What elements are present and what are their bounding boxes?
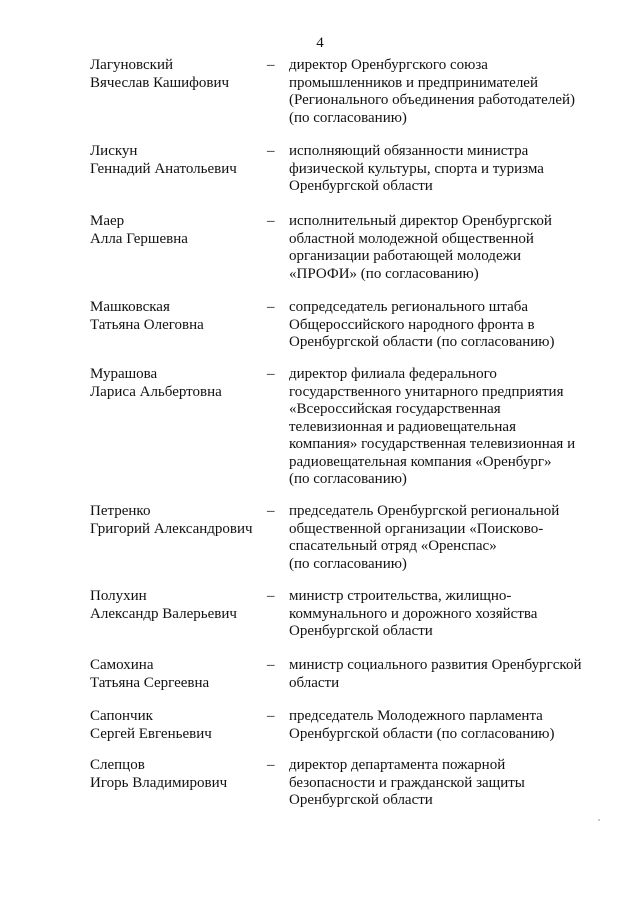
member-name	[90, 366, 260, 401]
dash-separator: –	[267, 299, 275, 315]
role-line: общественной организации «Поисково-	[289, 520, 544, 537]
member-name	[90, 299, 260, 334]
role-line: сопредседатель регионального штаба	[289, 299, 529, 315]
member-given-names: Лариса Альбертовна	[90, 383, 222, 400]
member-given-names: Григорий Александрович	[90, 520, 253, 537]
role-line: председатель Молодежного парламента	[289, 708, 543, 724]
member-role	[289, 366, 594, 489]
list-item	[0, 213, 640, 299]
member-surname: Лагуновский	[90, 57, 174, 73]
role-line: физической культуры, спорта и туризма	[289, 160, 544, 177]
list-item	[0, 657, 640, 708]
role-line: Оренбургской области (по согласованию)	[289, 334, 555, 350]
member-name	[90, 708, 260, 743]
member-given-names: Геннадий Анатольевич	[90, 160, 237, 177]
list-item	[0, 143, 640, 213]
member-surname: Петренко	[90, 503, 151, 519]
member-name	[90, 657, 260, 692]
role-line: (по согласованию)	[289, 109, 407, 126]
role-line: областной молодежной общественной	[289, 230, 534, 247]
member-surname: Полухин	[90, 588, 147, 604]
dash-separator: –	[267, 57, 275, 73]
role-line: (по согласованию)	[289, 555, 407, 572]
dash-separator: –	[267, 708, 275, 724]
member-role	[289, 213, 594, 283]
list-item	[0, 366, 640, 503]
role-line: радиовещательная компания «Оренбург»	[289, 453, 552, 470]
role-line: коммунального и дорожного хозяйства	[289, 605, 538, 622]
role-line: директор Оренбургского союза	[289, 57, 488, 73]
member-role	[289, 588, 594, 641]
member-given-names: Сергей Евгеньевич	[90, 725, 212, 742]
role-line: Общероссийского народного фронта в	[289, 316, 535, 333]
role-line: исполнительный директор Оренбургской	[289, 213, 552, 229]
member-name	[90, 757, 260, 792]
dash-separator: –	[267, 213, 275, 229]
member-surname: Сапончик	[90, 708, 153, 724]
list-item	[0, 588, 640, 657]
member-role	[289, 299, 594, 352]
role-line: «ПРОФИ» (по согласованию)	[289, 265, 479, 282]
member-surname: Машковская	[90, 299, 170, 315]
member-name	[90, 503, 260, 538]
member-name	[90, 143, 260, 178]
list-item	[0, 299, 640, 366]
role-line: телевизионная и радиовещательная	[289, 418, 516, 435]
member-role	[289, 757, 594, 810]
list-item	[0, 503, 640, 588]
member-given-names: Алла Гершевна	[90, 230, 188, 247]
role-line: исполняющий обязанности министра	[289, 143, 529, 159]
list-item	[0, 57, 640, 143]
dash-separator: –	[267, 657, 275, 673]
role-line: министр социального развития Оренбургской	[289, 657, 582, 673]
member-surname: Слепцов	[90, 757, 145, 773]
member-surname: Самохина	[90, 657, 154, 673]
role-line: области	[289, 674, 340, 691]
member-name	[90, 588, 260, 623]
role-line: (по согласованию)	[289, 471, 407, 487]
member-role	[289, 657, 594, 692]
member-role	[289, 708, 594, 743]
role-line: Оренбургской области	[289, 623, 433, 639]
member-list	[0, 57, 640, 817]
member-surname: Мурашова	[90, 366, 158, 382]
role-line: министр строительства, жилищно-	[289, 588, 512, 604]
dash-separator: –	[267, 143, 275, 159]
role-line: государственного унитарного предприятия	[289, 383, 564, 400]
list-item	[0, 708, 640, 757]
member-given-names: Татьяна Олеговна	[90, 316, 204, 333]
role-line: директор департамента пожарной	[289, 757, 506, 773]
role-line: безопасности и гражданской защиты	[289, 774, 525, 791]
role-line: Оренбургской области	[289, 178, 433, 194]
member-role	[289, 143, 594, 196]
role-line: директор филиала федерального	[289, 366, 497, 382]
member-name	[90, 213, 260, 248]
role-line: председатель Оренбургской региональной	[289, 503, 560, 519]
member-given-names: Александр Валерьевич	[90, 605, 237, 622]
role-line: спасательный отряд «Оренспас»	[289, 538, 497, 554]
member-surname: Лискун	[90, 143, 138, 159]
dash-separator: –	[267, 757, 275, 773]
role-line: Оренбургской области (по согласованию)	[289, 725, 555, 742]
list-item	[0, 757, 640, 817]
role-line: организации работающей молодежи	[289, 248, 521, 264]
page-number: 4	[316, 35, 324, 51]
member-role	[289, 503, 594, 573]
member-surname: Маер	[90, 213, 125, 229]
member-given-names: Вячеслав Кашифович	[90, 74, 230, 91]
margin-speck	[598, 819, 600, 821]
role-line: Оренбургской области	[289, 792, 433, 808]
member-role	[289, 57, 594, 127]
dash-separator: –	[267, 588, 275, 604]
dash-separator: –	[267, 366, 275, 382]
member-name	[90, 57, 260, 92]
dash-separator: –	[267, 503, 275, 519]
role-line: компания» государственная телевизионная и	[289, 436, 576, 452]
role-line: «Всероссийская государственная	[289, 401, 501, 417]
member-given-names: Игорь Владимирович	[90, 774, 228, 791]
role-line: промышленников и предпринимателей	[289, 74, 538, 91]
role-line: (Регионального объединения работодателей)	[289, 92, 575, 108]
member-given-names: Татьяна Сергеевна	[90, 674, 210, 691]
